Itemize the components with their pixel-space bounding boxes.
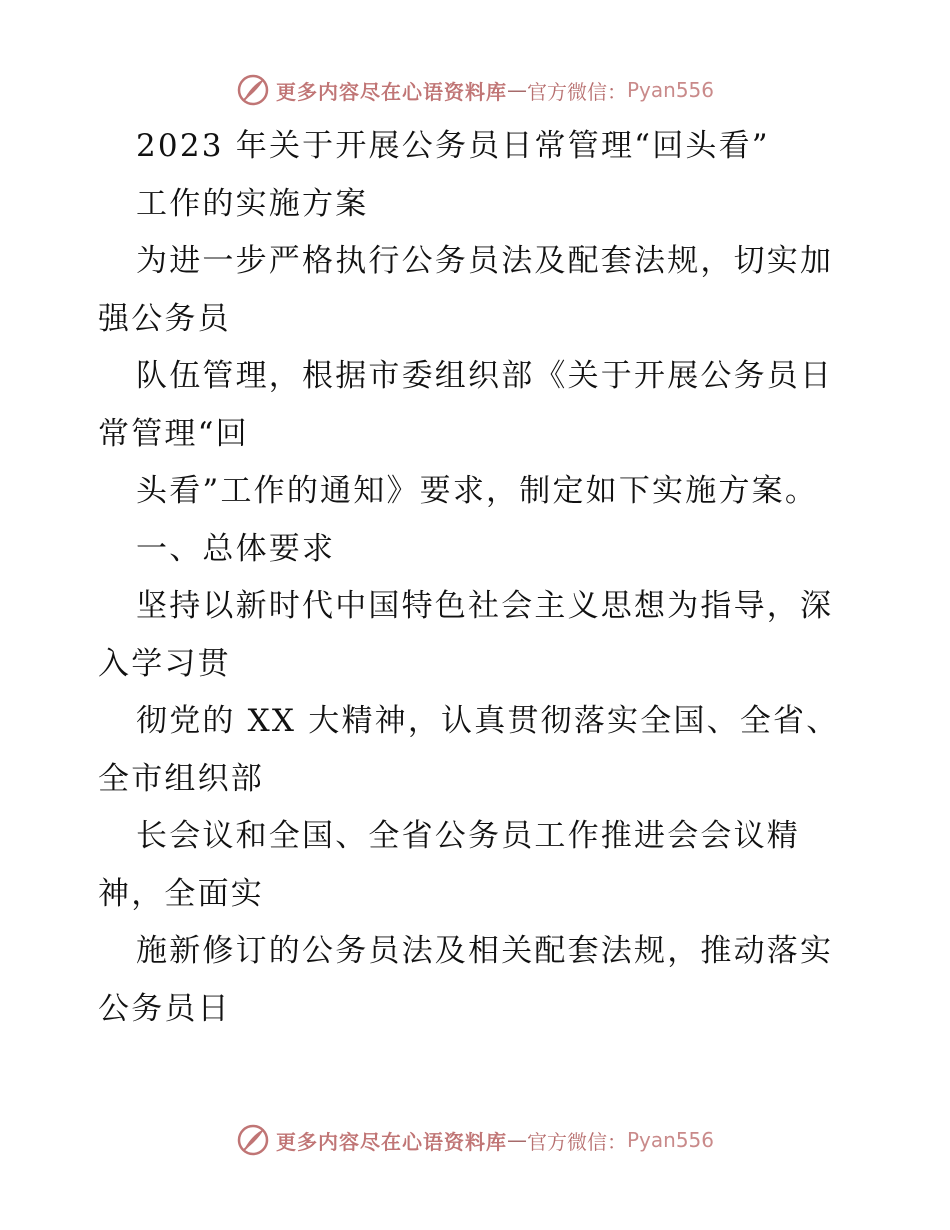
header-watermark: [0, 70, 950, 110]
document-line: 一、总体要求: [136, 530, 336, 567]
document-line: 工作的实施方案: [136, 185, 369, 222]
watermark-separator: —: [506, 1128, 527, 1152]
document-body: [98, 118, 858, 1038]
document-line: 神，全面实: [98, 875, 264, 912]
document-line: 施新修订的公务员法及相关配套法规，推动落实: [136, 933, 834, 969]
watermark-wechat-id: Pyan556: [626, 1128, 714, 1152]
footer-watermark: [0, 1120, 950, 1160]
feather-pen-logo-icon: [236, 1123, 270, 1157]
document-line: 为进一步严格执行公务员法及配套法规，切实加: [136, 243, 834, 279]
watermark-wechat-label: 官方微信：: [526, 79, 627, 104]
document-line: 长会议和全国、全省公务员工作推进会会议精: [136, 818, 800, 854]
document-line: 常管理“回: [98, 415, 249, 452]
document-line: 彻党的 XX 大精神，认真贯彻落实全国、全省、: [136, 703, 840, 739]
document-line: 坚持以新时代中国特色社会主义思想为指导，深: [136, 588, 834, 624]
document-line: 强公务员: [98, 300, 231, 337]
document-line: 头看”工作的通知》要求，制定如下实施方案。: [136, 473, 819, 509]
document-line: 公务员日: [98, 990, 231, 1027]
document-line: 入学习贯: [98, 645, 231, 682]
watermark-site-name: 更多内容尽在心语资料库: [275, 1129, 507, 1154]
watermark-separator: —: [506, 78, 527, 102]
document-line: 队伍管理，根据市委组织部《关于开展公务员日: [136, 358, 834, 394]
document-line: 2023 年关于开展公务员日常管理“回头看”: [136, 128, 770, 164]
watermark-wechat-id: Pyan556: [626, 78, 714, 102]
document-line: 全市组织部: [98, 760, 264, 797]
watermark-wechat-label: 官方微信：: [526, 1129, 627, 1154]
feather-pen-logo-icon: [236, 73, 270, 107]
watermark-site-name: 更多内容尽在心语资料库: [275, 79, 507, 104]
